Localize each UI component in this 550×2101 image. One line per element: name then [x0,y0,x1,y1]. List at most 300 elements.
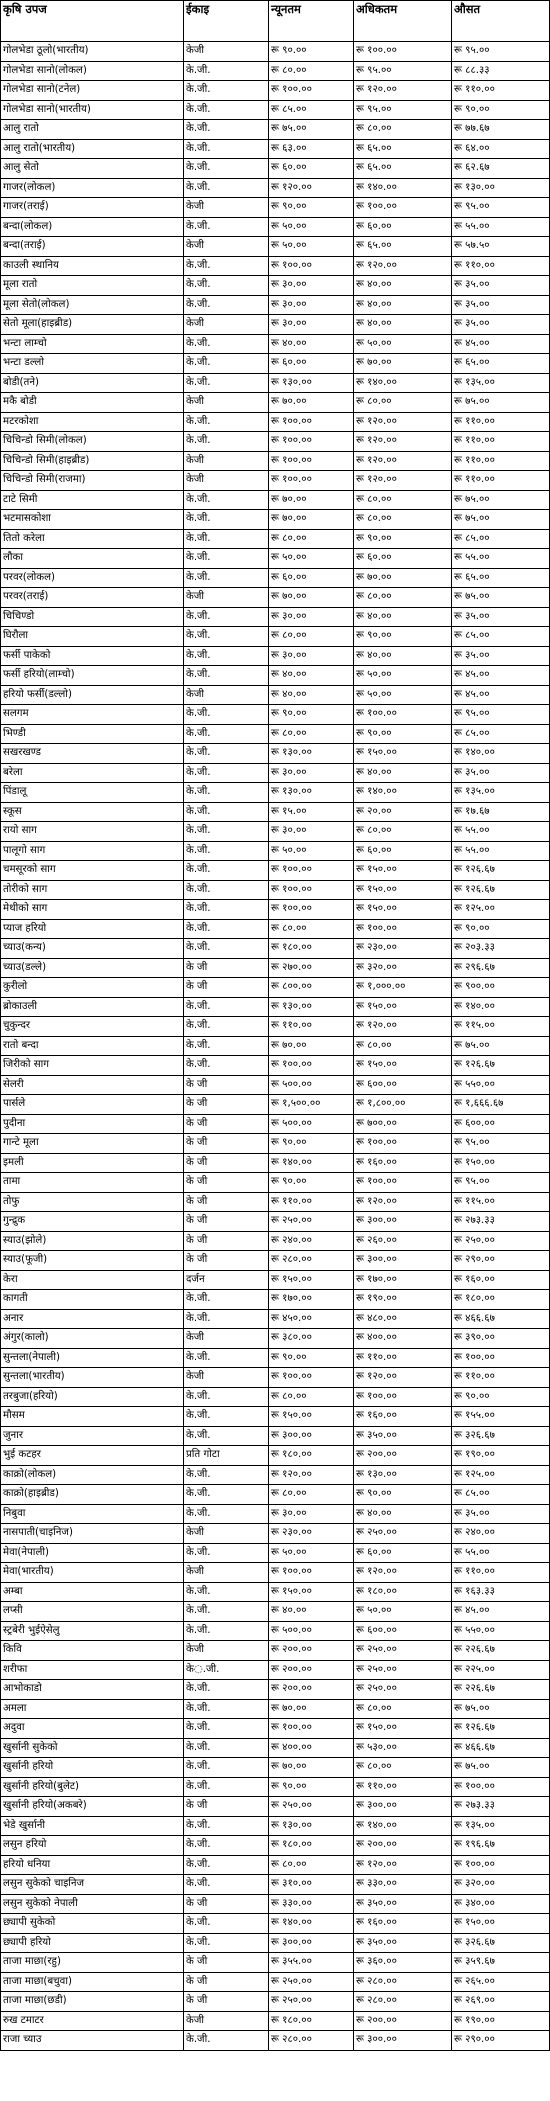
min-price-cell: रू १४०.०० [269,1153,354,1173]
table-row [1,217,550,237]
commodity-cell: अमला [1,1699,184,1719]
min-price-cell: रू १००.०० [269,880,354,900]
commodity-cell: सेलरी [1,1075,184,1095]
unit-cell: केजी [184,237,269,257]
commodity-cell: फर्सी पाकेको [1,646,184,666]
min-price-cell: रू २५०.०० [269,1972,354,1992]
min-price-cell: रू ८०.०० [269,919,354,939]
max-price-cell: रू १,८००.०० [354,1095,452,1115]
min-price-cell: रू २५०.०० [269,1992,354,2012]
commodity-cell: मूला सेतो(लोकल) [1,295,184,315]
commodity-cell: छ्यापी सुकेको [1,1914,184,1934]
unit-cell: केजी [184,1524,269,1544]
unit-cell: केजी [184,1329,269,1349]
min-price-cell: रू ९०.०० [269,1348,354,1368]
avg-price-cell: रू ५५.०० [452,217,550,237]
table-row [1,1699,550,1719]
table-row [1,1680,550,1700]
min-price-cell: रू १३०.०० [269,783,354,803]
commodity-cell: मेवा(भारतीय) [1,1563,184,1583]
table-row [1,1348,550,1368]
max-price-cell: रू ४०.०० [354,295,452,315]
commodity-cell: सुन्तला(नेपाली) [1,1348,184,1368]
table-row [1,822,550,842]
unit-cell: के.जी. [184,1933,269,1953]
max-price-cell: रू ६५.०० [354,139,452,159]
max-price-cell: रू ३००.०० [354,2031,452,2051]
header-commodity: कृषि उपज [1,1,184,42]
avg-price-cell: रू ११०.०० [452,451,550,471]
avg-price-cell: रू ३५.०० [452,315,550,335]
avg-price-cell: रू ११०.०० [452,256,550,276]
min-price-cell: रू ३८०.०० [269,1329,354,1349]
avg-price-cell: रू ३५.०० [452,763,550,783]
max-price-cell: रू १२०.०० [354,412,452,432]
max-price-cell: रू १२०.०० [354,256,452,276]
max-price-cell: रू ६५.०० [354,159,452,179]
table-row [1,568,550,588]
commodity-cell: आलु रातो(भारतीय) [1,139,184,159]
commodity-cell: परवर(तराई) [1,588,184,608]
table-row [1,802,550,822]
unit-cell: के.जी. [184,705,269,725]
avg-price-cell: रू १,६६६.६७ [452,1095,550,1115]
table-row [1,1621,550,1641]
unit-cell: के.जी. [184,744,269,764]
unit-cell: के.जी. [184,1602,269,1622]
max-price-cell: रू ६०.०० [354,549,452,569]
unit-cell: के जी [184,1231,269,1251]
unit-cell: के.जी. [184,100,269,120]
avg-price-cell: रू १६३.३३ [452,1582,550,1602]
avg-price-cell: रू २६९.०० [452,1992,550,2012]
max-price-cell: रू १३०.०० [354,1465,452,1485]
commodity-cell: टाटे सिमी [1,490,184,510]
commodity-cell: बन्दा(लोकल) [1,217,184,237]
max-price-cell: रू ८०.०० [354,510,452,530]
min-price-cell: रू २८०.०० [269,1251,354,1271]
commodity-cell: ताजा माछा(रहु) [1,1953,184,1973]
min-price-cell: रू ३०.०० [269,1504,354,1524]
max-price-cell: रू ४००.०० [354,1329,452,1349]
table-row [1,1134,550,1154]
avg-price-cell: रू ४६६.६७ [452,1309,550,1329]
commodity-cell: रातो बन्दा [1,1036,184,1056]
unit-cell: के जी [184,1212,269,1232]
unit-cell: के.जी. [184,822,269,842]
max-price-cell: रू २०.०० [354,802,452,822]
table-body [1,42,550,2051]
unit-cell: के.जी. [184,373,269,393]
min-price-cell: रू ३३०.०० [269,1894,354,1914]
unit-cell: के.जी. [184,802,269,822]
min-price-cell: रू ७०.०० [269,510,354,530]
table-row [1,256,550,276]
max-price-cell: रू ९०.०० [354,627,452,647]
unit-cell: के.जी. [184,295,269,315]
table-row [1,1563,550,1583]
min-price-cell: रू ८५.०० [269,100,354,120]
max-price-cell: रू ४०.०० [354,1504,452,1524]
avg-price-cell: रू ७५.०० [452,510,550,530]
max-price-cell: रू १२०.०० [354,471,452,491]
unit-cell: केजी [184,2011,269,2031]
commodity-cell: अम्बा [1,1582,184,1602]
min-price-cell: रू ८०.०० [269,627,354,647]
commodity-cell: शरीफा [1,1660,184,1680]
commodity-cell: कुरीलो [1,978,184,998]
max-price-cell: रू ८०.०० [354,393,452,413]
commodity-cell: तोरीको साग [1,880,184,900]
avg-price-cell: रू ६००.०० [452,1114,550,1134]
min-price-cell: रू ४५०.०० [269,1309,354,1329]
commodity-cell: प्याज हरियो [1,919,184,939]
min-price-cell: रू ३०.०० [269,763,354,783]
avg-price-cell: रू १३५.०० [452,783,550,803]
table-row [1,1719,550,1739]
avg-price-cell: रू ३५.०० [452,646,550,666]
unit-cell: के जी [184,1153,269,1173]
max-price-cell: रू ८०.०० [354,1699,452,1719]
avg-price-cell: रू १६०.०० [452,1270,550,1290]
max-price-cell: रू १००.०० [354,1173,452,1193]
table-row [1,334,550,354]
max-price-cell: रू १६०.०० [354,1407,452,1427]
commodity-cell: काक्रो(हाइब्रीड) [1,1485,184,1505]
max-price-cell: रू १२०.०० [354,81,452,101]
max-price-cell: रू ३५०.०० [354,1933,452,1953]
max-price-cell: रू २५०.०० [354,1680,452,1700]
min-price-cell: रू १८०.०० [269,2011,354,2031]
commodity-cell: गान्टे मूला [1,1134,184,1154]
max-price-cell: रू ४०.०० [354,607,452,627]
avg-price-cell: रू १३५.०० [452,373,550,393]
commodity-cell: रायो साग [1,822,184,842]
min-price-cell: रू १००.०० [269,412,354,432]
avg-price-cell: रू ४६६.६७ [452,1738,550,1758]
commodity-cell: सखरखण्ड [1,744,184,764]
max-price-cell: रू ५३०.०० [354,1738,452,1758]
table-row [1,1465,550,1485]
table-row [1,451,550,471]
min-price-cell: रू ५०.०० [269,841,354,861]
avg-price-cell: रू १२५.०० [452,900,550,920]
min-price-cell: रू ८०.०० [269,529,354,549]
table-row [1,724,550,744]
unit-cell: के.जी. [184,529,269,549]
commodity-cell: भटमासकोशा [1,510,184,530]
table-row [1,1816,550,1836]
unit-cell: के जी [184,1075,269,1095]
avg-price-cell: रू १५०.०० [452,1914,550,1934]
table-row [1,315,550,335]
unit-cell: के.जी. [184,1758,269,1778]
max-price-cell: रू २००.०० [354,1446,452,1466]
commodity-cell: अंगुर(कालो) [1,1329,184,1349]
max-price-cell: रू ६००.०० [354,1075,452,1095]
commodity-cell: स्याउ(फूजी) [1,1251,184,1271]
commodity-cell: गोलभेडा सानो(लोकल) [1,61,184,81]
commodity-cell: काउली स्थानिय [1,256,184,276]
avg-price-cell: रू ३५.०० [452,1504,550,1524]
commodity-cell: खुर्सानी सुकेको [1,1738,184,1758]
max-price-cell: रू ११०.०० [354,1777,452,1797]
commodity-cell: काक्रो(लोकल) [1,1465,184,1485]
commodity-cell: लप्सी [1,1602,184,1622]
avg-price-cell: रू १९६.६७ [452,1836,550,1856]
max-price-cell: रू १२०.०० [354,1563,452,1583]
table-row [1,1972,550,1992]
min-price-cell: रू ८००.०० [269,978,354,998]
table-row [1,1992,550,2012]
max-price-cell: रू १८०.०० [354,1582,452,1602]
table-row [1,120,550,140]
max-price-cell: रू १२०.०० [354,1192,452,1212]
commodity-cell: भन्टा डल्लो [1,354,184,374]
avg-price-cell: रू १३०.०० [452,178,550,198]
min-price-cell: रू ८०.०० [269,1485,354,1505]
table-row [1,510,550,530]
max-price-cell: रू ३५०.०० [354,1426,452,1446]
avg-price-cell: रू ९०.०० [452,100,550,120]
min-price-cell: रू २००.०० [269,1680,354,1700]
commodity-cell: आलु सेतो [1,159,184,179]
min-price-cell: रू ३०.०० [269,276,354,296]
unit-cell: केजी [184,198,269,218]
max-price-cell: रू ९५.०० [354,61,452,81]
unit-cell: के.जी. [184,1485,269,1505]
table-row [1,1933,550,1953]
unit-cell: के.जी. [184,120,269,140]
max-price-cell: रू ३२०.०० [354,958,452,978]
table-row [1,354,550,374]
max-price-cell: रू ६०.०० [354,1543,452,1563]
avg-price-cell: रू ९५.०० [452,42,550,62]
max-price-cell: रू १००.०० [354,198,452,218]
max-price-cell: रू १२०.०० [354,451,452,471]
min-price-cell: रू ४०.०० [269,1602,354,1622]
commodity-cell: किवि [1,1641,184,1661]
commodity-cell: मेवा(नेपाली) [1,1543,184,1563]
header-average: औसत [452,1,550,42]
unit-cell: के.जी. [184,1855,269,1875]
avg-price-cell: रू १००.०० [452,1855,550,1875]
commodity-cell: चिचिन्डो सिमी(हाइब्रीड) [1,451,184,471]
unit-cell: के.जी. [184,607,269,627]
avg-price-cell: रू १७.६७ [452,802,550,822]
avg-price-cell: रू ८५.०० [452,529,550,549]
max-price-cell: रू २५०.०० [354,1660,452,1680]
commodity-cell: राजा च्याउ [1,2031,184,2051]
unit-cell: के.जी. [184,900,269,920]
unit-cell: के.जी. [184,1719,269,1739]
avg-price-cell: रू १२५.०० [452,1465,550,1485]
unit-cell: के जी [184,1134,269,1154]
min-price-cell: रू २७०.०० [269,958,354,978]
max-price-cell: रू ९०.०० [354,724,452,744]
max-price-cell: रू १५०.०० [354,1719,452,1739]
avg-price-cell: रू ४५.०० [452,1602,550,1622]
table-row [1,685,550,705]
table-row [1,2011,550,2031]
unit-cell: के.जी. [184,217,269,237]
max-price-cell: रू ९०.०० [354,1485,452,1505]
table-row [1,978,550,998]
unit-cell: के.जी. [184,841,269,861]
unit-cell: के.जी. [184,432,269,452]
avg-price-cell: रू ९५.०० [452,1173,550,1193]
avg-price-cell: रू ४५.०० [452,685,550,705]
min-price-cell: रू ५००.०० [269,1075,354,1095]
commodity-cell: घिरौला [1,627,184,647]
avg-price-cell: रू २४०.०० [452,1524,550,1544]
commodity-cell: सेतो मूला(हाइब्रीड) [1,315,184,335]
unit-cell: केजी [184,315,269,335]
avg-price-cell: रू ५५.०० [452,549,550,569]
avg-price-cell: रू ३५९.६७ [452,1953,550,1973]
avg-price-cell: रू ५५.०० [452,822,550,842]
avg-price-cell: रू १४०.०० [452,997,550,1017]
max-price-cell: रू १४०.०० [354,783,452,803]
table-row [1,159,550,179]
commodity-cell: पार्सले [1,1095,184,1115]
commodity-cell: ताजा माछा(बचुवा) [1,1972,184,1992]
table-row [1,900,550,920]
max-price-cell: रू १५०.०० [354,900,452,920]
table-row [1,1602,550,1622]
table-row [1,1738,550,1758]
max-price-cell: रू २५०.०० [354,1641,452,1661]
unit-cell: के जी [184,1894,269,1914]
avg-price-cell: रू २९६.६७ [452,958,550,978]
table-row [1,61,550,81]
commodity-cell: मूला रातो [1,276,184,296]
min-price-cell: रू २३०.०० [269,1524,354,1544]
commodity-cell: भिण्डी [1,724,184,744]
max-price-cell: रू १००.०० [354,919,452,939]
min-price-cell: रू १००.०० [269,451,354,471]
unit-cell: के.जी. [184,783,269,803]
header-unit: ईकाइ [184,1,269,42]
unit-cell: के.जी. [184,1465,269,1485]
commodity-cell: लसुन हरियो [1,1836,184,1856]
max-price-cell: रू २३०.०० [354,939,452,959]
commodity-cell: चिचिन्डो सिमी(लोकल) [1,432,184,452]
min-price-cell: रू १००.०० [269,861,354,881]
table-row [1,471,550,491]
min-price-cell: रू ३०.०० [269,607,354,627]
unit-cell: के.जी. [184,1036,269,1056]
unit-cell: के.जी. [184,412,269,432]
min-price-cell: रू १२०.०० [269,178,354,198]
max-price-cell: रू १४०.०० [354,178,452,198]
min-price-cell: रू ६०.०० [269,568,354,588]
table-row [1,198,550,218]
table-row [1,705,550,725]
commodity-cell: च्याउ(डल्ले) [1,958,184,978]
avg-price-cell: रू ७५.०० [452,1036,550,1056]
avg-price-cell: रू ३२०.०० [452,1875,550,1895]
table-row [1,1777,550,1797]
unit-cell: के.जी. [184,139,269,159]
table-row [1,1270,550,1290]
unit-cell: के जी [184,1992,269,2012]
min-price-cell: रू ५०.०० [269,1543,354,1563]
table-row [1,1095,550,1115]
table-row [1,1017,550,1037]
min-price-cell: रू ४००.०० [269,1738,354,1758]
unit-cell: के.जी. [184,997,269,1017]
commodity-cell: पिंडालू [1,783,184,803]
table-row [1,1875,550,1895]
unit-cell: केजी [184,1368,269,1388]
table-row [1,100,550,120]
table-row [1,1855,550,1875]
unit-cell: के जी [184,1953,269,1973]
table-row [1,1660,550,1680]
table-row [1,1231,550,1251]
unit-cell: के.जी. [184,646,269,666]
avg-price-cell: रू १५०.०० [452,1153,550,1173]
unit-cell: के.जी. [184,1738,269,1758]
min-price-cell: रू ४०.०० [269,685,354,705]
unit-cell: के.जी. [184,1836,269,1856]
table-row [1,490,550,510]
table-row [1,412,550,432]
unit-cell: के.जी. [184,1582,269,1602]
commodity-cell: जुनार [1,1426,184,1446]
unit-cell: के.जी. [184,1621,269,1641]
min-price-cell: रू ३५५.०० [269,1953,354,1973]
min-price-cell: रू ६३.०० [269,139,354,159]
avg-price-cell: रू ३५.०० [452,295,550,315]
unit-cell: के.जी. [184,666,269,686]
table-row [1,1543,550,1563]
max-price-cell: रू ५०.०० [354,666,452,686]
unit-cell: के.जी. [184,81,269,101]
avg-price-cell: रू ७५.०० [452,490,550,510]
unit-cell: केजी [184,42,269,62]
unit-cell: के.जी. [184,2031,269,2051]
max-price-cell: रू १५०.०० [354,1056,452,1076]
min-price-cell: रू १८०.०० [269,1836,354,1856]
unit-cell: के.जी. [184,724,269,744]
avg-price-cell: रू ८५.०० [452,1485,550,1505]
unit-cell: के जी [184,978,269,998]
avg-price-cell: रू ६२.६७ [452,159,550,179]
commodity-cell: चमसूरको साग [1,861,184,881]
commodity-cell: ताजा माछा(छडी) [1,1992,184,2012]
commodity-cell: आभोकाडो [1,1680,184,1700]
max-price-cell: रू ४०.०० [354,315,452,335]
max-price-cell: रू १२०.०० [354,432,452,452]
commodity-cell: जिरीको साग [1,1056,184,1076]
max-price-cell: रू ६००.०० [354,1621,452,1641]
unit-cell: के.जी. [184,1017,269,1037]
unit-cell: के.जी. [184,880,269,900]
max-price-cell: रू १६०.०० [354,1914,452,1934]
min-price-cell: रू १००.०० [269,256,354,276]
table-row [1,939,550,959]
min-price-cell: रू १४०.०० [269,1914,354,1934]
table-row [1,627,550,647]
min-price-cell: रू ९०.०० [269,1173,354,1193]
table-row [1,529,550,549]
unit-cell: के.जी. [184,568,269,588]
commodity-cell: परवर(लोकल) [1,568,184,588]
avg-price-cell: रू ३४०.०० [452,1894,550,1914]
table-row [1,81,550,101]
